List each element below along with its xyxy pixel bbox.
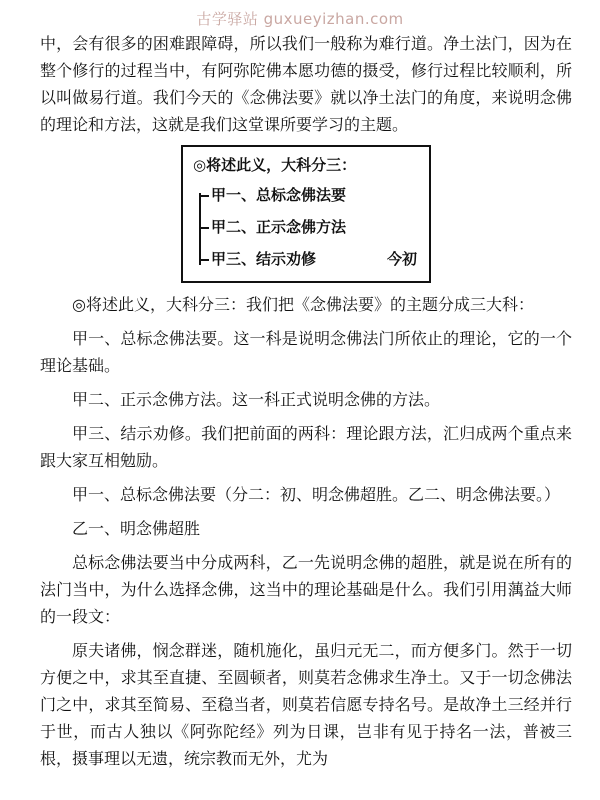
outline-item-1 bbox=[199, 179, 417, 211]
paragraph-3: 甲二、正示念佛方法。这一科正式说明念佛的方法。 bbox=[72, 390, 441, 409]
section-heading: 乙一、明念佛超胜 bbox=[72, 519, 201, 538]
outline-title: ◎将述此义，大科分三： bbox=[193, 156, 357, 174]
paragraph-1: ◎将述此义，大科分三：我们把《念佛法要》的主题分成三大科： bbox=[72, 295, 534, 314]
paragraph-intro: 中，会有很多的困难跟障碍，所以我们一般称为难行道。净土法门，因为在整个修行的过程当中，有阿弥陀佛本愿功德的摄受，修行过程比较顺利，所以叫做易行道。我们今天的《念佛法要》就以净土法门的角度，来说明念佛的理论和方法，这就是我们这堂课所要学习的主题。 bbox=[40, 34, 572, 134]
outline-tree bbox=[199, 179, 417, 275]
outline-box bbox=[181, 145, 431, 283]
paragraph-5: 甲一、总标念佛法要（分二：初、明念佛超胜。乙二、明念佛法要。） bbox=[72, 485, 561, 504]
outline-item-2 bbox=[199, 211, 417, 243]
document-page bbox=[40, 30, 572, 772]
site-watermark: 古学驿站 guxueyizhan.com bbox=[196, 10, 404, 28]
outline-item-label: 甲三、结示劝修 bbox=[211, 250, 317, 268]
outline-item-note: 今初 bbox=[386, 250, 417, 268]
paragraph-4: 甲三、结示劝修。我们把前面的两科：理论跟方法，汇归成两个重点来跟大家互相勉励。 bbox=[40, 424, 572, 470]
outline-item-3 bbox=[199, 243, 417, 275]
outline-item-label: 甲二、正示念佛方法 bbox=[211, 218, 347, 236]
paragraph-2: 甲一、总标念佛法要。这一科是说明念佛法门所依止的理论，它的一个理论基础。 bbox=[40, 329, 572, 375]
paragraph-quote: 原夫诸佛，悯念群迷，随机施化，虽归元无二，而方便多门。然于一切方便之中，求其至直捷、至圆顿者，则莫若念佛求生净土。又于一切念佛法门之中，求其至简易、至稳当者，则莫若信愿专持名号。是故净土三经并行于世，而古人独以《阿弥陀经》列为日课，岂非有见于持名一法，普被三根，摄事理以无遗，统宗教而无外，尤为 bbox=[40, 641, 572, 768]
outline-item-label: 甲一、总标念佛法要 bbox=[211, 186, 347, 204]
paragraph-6: 总标念佛法要当中分成两科，乙一先说明念佛的超胜，就是说在所有的法门当中，为什么选择念佛，这当中的理论基础是什么。我们引用蕅益大师的一段文： bbox=[40, 553, 572, 626]
